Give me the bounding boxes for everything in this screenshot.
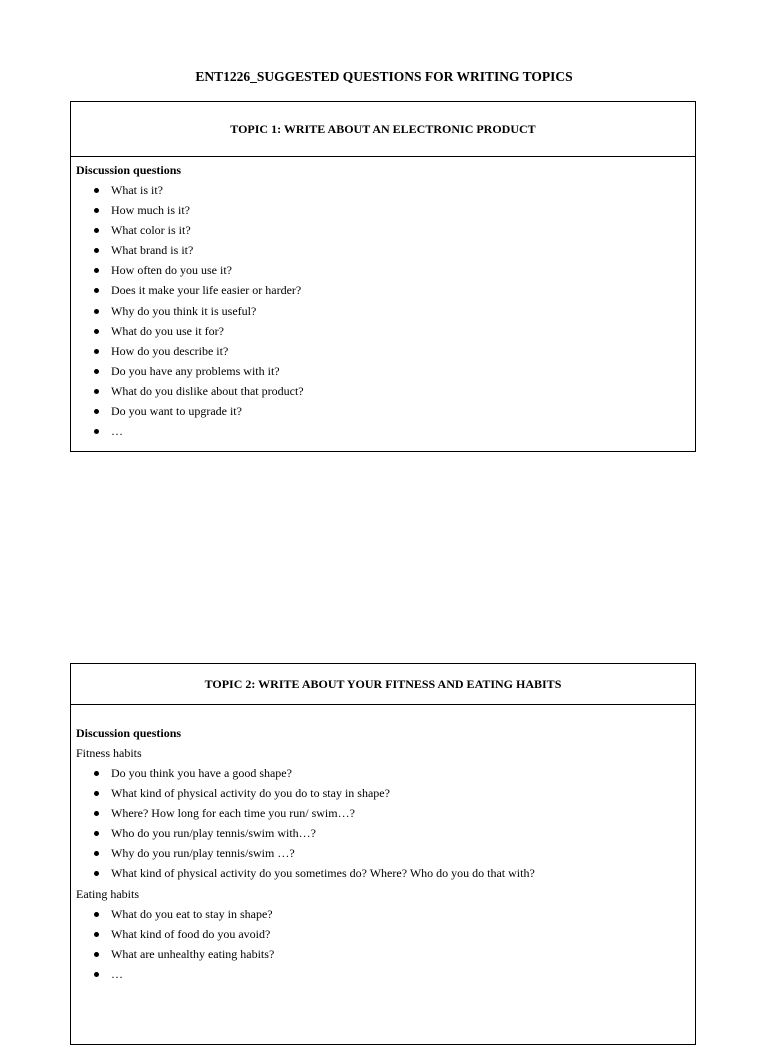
topic-1-question: Does it make your life easier or harder? [76, 280, 695, 300]
topic-1-question: What do you dislike about that product? [76, 381, 695, 401]
topic-2-body [71, 705, 695, 984]
topic-2-heading: TOPIC 2: WRITE ABOUT YOUR FITNESS AND EATING HABITS [71, 664, 695, 705]
topic-1-body [71, 157, 695, 441]
topic-1-question: Do you have any problems with it? [76, 361, 695, 381]
topic-1-question: … [76, 421, 695, 441]
fitness-question: What kind of physical activity do you sometimes do? Where? Who do you do that with? [76, 863, 695, 883]
topic-2-box [70, 663, 696, 1045]
topic-1-question: What is it? [76, 180, 695, 200]
topic-1-question: What do you use it for? [76, 321, 695, 341]
topic-1-question: How often do you use it? [76, 260, 695, 280]
fitness-question-list [76, 763, 695, 884]
fitness-question: Who do you run/play tennis/swim with…? [76, 823, 695, 843]
topic-1-question: What color is it? [76, 220, 695, 240]
fitness-question: What kind of physical activity do you do to stay in shape? [76, 783, 695, 803]
topic-1-discussion-label: Discussion questions [76, 163, 182, 177]
fitness-habits-label: Fitness habits [76, 746, 142, 760]
topic-1-box [70, 101, 696, 452]
topic-1-question: Why do you think it is useful? [76, 301, 695, 321]
eating-question: What kind of food do you avoid? [76, 924, 695, 944]
eating-question: What are unhealthy eating habits? [76, 944, 695, 964]
eating-question-list [76, 904, 695, 984]
fitness-question: Do you think you have a good shape? [76, 763, 695, 783]
eating-question: What do you eat to stay in shape? [76, 904, 695, 924]
document-title: ENT1226_SUGGESTED QUESTIONS FOR WRITING TOPICS [195, 69, 573, 84]
fitness-question: Where? How long for each time you run/ swim…? [76, 803, 695, 823]
topic-2-discussion-label: Discussion questions [76, 726, 182, 740]
eating-question: … [76, 964, 695, 984]
topic-1-question: How do you describe it? [76, 341, 695, 361]
topic-1-question-list [76, 180, 695, 441]
eating-habits-label: Eating habits [76, 886, 139, 901]
topic-1-heading: TOPIC 1: WRITE ABOUT AN ELECTRONIC PRODUCT [71, 102, 695, 157]
topic-1-question: How much is it? [76, 200, 695, 220]
topic-1-question: What brand is it? [76, 240, 695, 260]
topic-1-question: Do you want to upgrade it? [76, 401, 695, 421]
fitness-question: Why do you run/play tennis/swim …? [76, 843, 695, 863]
